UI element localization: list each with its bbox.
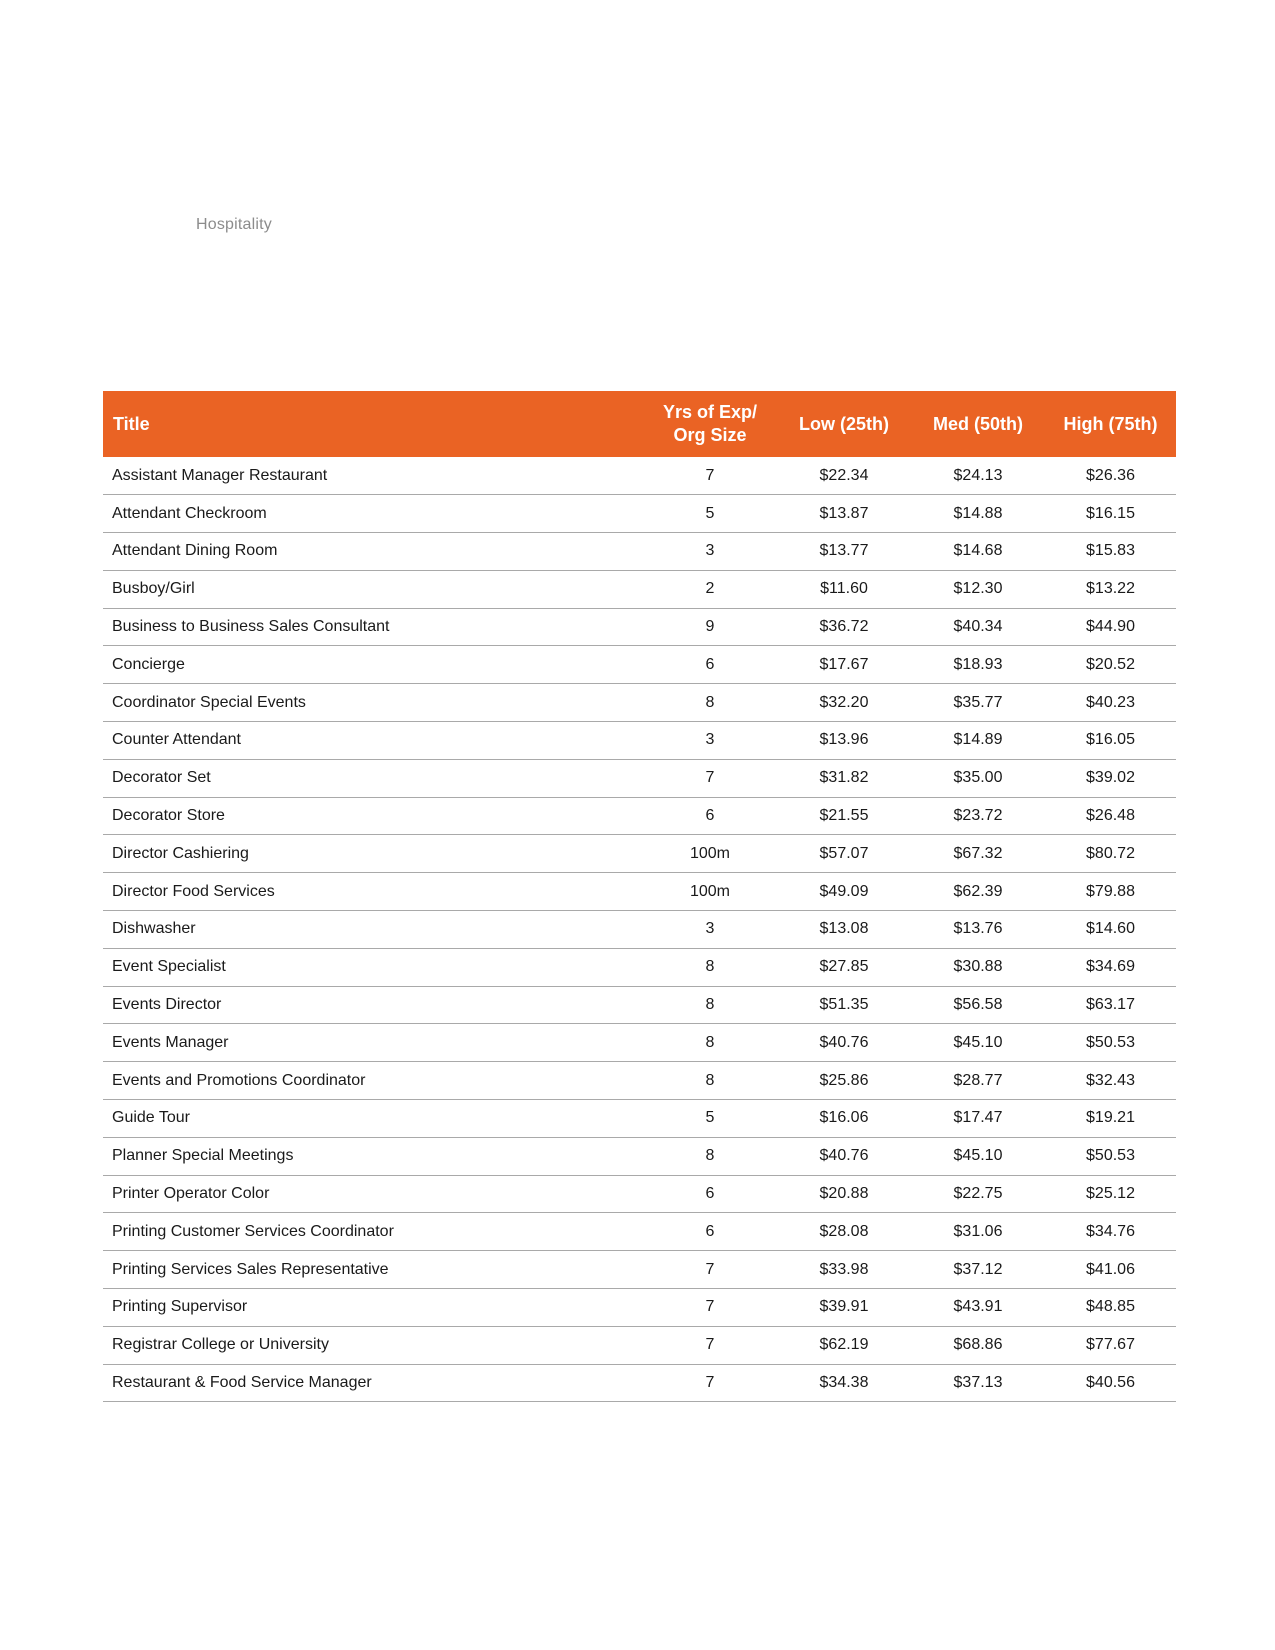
cell-med: $13.76 bbox=[911, 911, 1045, 949]
cell-high: $13.22 bbox=[1045, 570, 1176, 608]
cell-title: Event Specialist bbox=[103, 948, 643, 986]
cell-yrs: 9 bbox=[643, 608, 777, 646]
table-row bbox=[103, 797, 1176, 835]
cell-yrs: 8 bbox=[643, 948, 777, 986]
cell-title: Decorator Store bbox=[103, 797, 643, 835]
cell-med: $22.75 bbox=[911, 1175, 1045, 1213]
table-row bbox=[103, 457, 1176, 495]
cell-title: Business to Business Sales Consultant bbox=[103, 608, 643, 646]
cell-low: $49.09 bbox=[777, 873, 911, 911]
table-row bbox=[103, 1100, 1176, 1138]
table-row bbox=[103, 1137, 1176, 1175]
cell-low: $57.07 bbox=[777, 835, 911, 873]
cell-yrs: 6 bbox=[643, 646, 777, 684]
cell-title: Attendant Checkroom bbox=[103, 495, 643, 533]
table-row bbox=[103, 948, 1176, 986]
cell-med: $35.00 bbox=[911, 759, 1045, 797]
table-row bbox=[103, 722, 1176, 760]
cell-title: Printing Customer Services Coordinator bbox=[103, 1213, 643, 1251]
cell-title: Counter Attendant bbox=[103, 722, 643, 760]
cell-yrs: 8 bbox=[643, 684, 777, 722]
cell-med: $37.13 bbox=[911, 1364, 1045, 1402]
cell-high: $34.76 bbox=[1045, 1213, 1176, 1251]
cell-med: $31.06 bbox=[911, 1213, 1045, 1251]
cell-high: $44.90 bbox=[1045, 608, 1176, 646]
cell-high: $39.02 bbox=[1045, 759, 1176, 797]
cell-low: $11.60 bbox=[777, 570, 911, 608]
cell-high: $63.17 bbox=[1045, 986, 1176, 1024]
cell-title: Director Food Services bbox=[103, 873, 643, 911]
cell-low: $25.86 bbox=[777, 1062, 911, 1100]
cell-yrs: 3 bbox=[643, 911, 777, 949]
cell-high: $79.88 bbox=[1045, 873, 1176, 911]
cell-title: Assistant Manager Restaurant bbox=[103, 457, 643, 495]
table-row bbox=[103, 873, 1176, 911]
cell-high: $14.60 bbox=[1045, 911, 1176, 949]
table-row bbox=[103, 1175, 1176, 1213]
cell-low: $16.06 bbox=[777, 1100, 911, 1138]
cell-med: $62.39 bbox=[911, 873, 1045, 911]
cell-low: $34.38 bbox=[777, 1364, 911, 1402]
cell-high: $15.83 bbox=[1045, 533, 1176, 571]
cell-low: $40.76 bbox=[777, 1137, 911, 1175]
cell-low: $36.72 bbox=[777, 608, 911, 646]
cell-yrs: 7 bbox=[643, 1326, 777, 1364]
cell-high: $48.85 bbox=[1045, 1289, 1176, 1327]
cell-title: Concierge bbox=[103, 646, 643, 684]
cell-med: $18.93 bbox=[911, 646, 1045, 684]
cell-yrs: 7 bbox=[643, 457, 777, 495]
cell-high: $26.36 bbox=[1045, 457, 1176, 495]
table-row bbox=[103, 1364, 1176, 1402]
table-body bbox=[103, 457, 1176, 1402]
cell-yrs: 5 bbox=[643, 495, 777, 533]
cell-med: $68.86 bbox=[911, 1326, 1045, 1364]
cell-yrs: 8 bbox=[643, 1137, 777, 1175]
cell-title: Events Manager bbox=[103, 1024, 643, 1062]
cell-high: $77.67 bbox=[1045, 1326, 1176, 1364]
cell-title: Restaurant & Food Service Manager bbox=[103, 1364, 643, 1402]
cell-low: $20.88 bbox=[777, 1175, 911, 1213]
cell-med: $30.88 bbox=[911, 948, 1045, 986]
cell-yrs: 2 bbox=[643, 570, 777, 608]
table-row bbox=[103, 759, 1176, 797]
salary-table bbox=[103, 391, 1176, 1402]
table-row bbox=[103, 608, 1176, 646]
table-row bbox=[103, 684, 1176, 722]
cell-low: $31.82 bbox=[777, 759, 911, 797]
cell-yrs: 8 bbox=[643, 1024, 777, 1062]
table-row bbox=[103, 835, 1176, 873]
cell-low: $13.87 bbox=[777, 495, 911, 533]
table-row bbox=[103, 1289, 1176, 1327]
cell-yrs: 100m bbox=[643, 873, 777, 911]
table-row bbox=[103, 1213, 1176, 1251]
cell-low: $13.96 bbox=[777, 722, 911, 760]
cell-med: $56.58 bbox=[911, 986, 1045, 1024]
cell-yrs: 6 bbox=[643, 1175, 777, 1213]
cell-high: $40.23 bbox=[1045, 684, 1176, 722]
cell-low: $17.67 bbox=[777, 646, 911, 684]
cell-title: Events Director bbox=[103, 986, 643, 1024]
table-row bbox=[103, 1326, 1176, 1364]
column-header-med: Med (50th) bbox=[933, 413, 1023, 434]
cell-title: Coordinator Special Events bbox=[103, 684, 643, 722]
cell-low: $13.08 bbox=[777, 911, 911, 949]
cell-low: $28.08 bbox=[777, 1213, 911, 1251]
cell-med: $14.68 bbox=[911, 533, 1045, 571]
table-row bbox=[103, 646, 1176, 684]
cell-med: $45.10 bbox=[911, 1024, 1045, 1062]
cell-title: Printer Operator Color bbox=[103, 1175, 643, 1213]
cell-low: $27.85 bbox=[777, 948, 911, 986]
table-row bbox=[103, 495, 1176, 533]
cell-med: $28.77 bbox=[911, 1062, 1045, 1100]
cell-yrs: 8 bbox=[643, 986, 777, 1024]
cell-title: Dishwasher bbox=[103, 911, 643, 949]
column-header-high: High (75th) bbox=[1063, 413, 1158, 434]
cell-high: $19.21 bbox=[1045, 1100, 1176, 1138]
cell-high: $16.15 bbox=[1045, 495, 1176, 533]
table-header-row bbox=[103, 391, 1176, 457]
cell-high: $16.05 bbox=[1045, 722, 1176, 760]
cell-yrs: 5 bbox=[643, 1100, 777, 1138]
cell-med: $43.91 bbox=[911, 1289, 1045, 1327]
cell-high: $34.69 bbox=[1045, 948, 1176, 986]
cell-low: $22.34 bbox=[777, 457, 911, 495]
cell-high: $25.12 bbox=[1045, 1175, 1176, 1213]
cell-high: $40.56 bbox=[1045, 1364, 1176, 1402]
cell-med: $14.89 bbox=[911, 722, 1045, 760]
column-header-yrs-line2: Org Size bbox=[673, 425, 747, 445]
cell-title: Guide Tour bbox=[103, 1100, 643, 1138]
table-row bbox=[103, 986, 1176, 1024]
cell-med: $14.88 bbox=[911, 495, 1045, 533]
cell-med: $24.13 bbox=[911, 457, 1045, 495]
section-label: Hospitality bbox=[196, 216, 273, 233]
column-header-title: Title bbox=[113, 413, 150, 434]
table-row bbox=[103, 1024, 1176, 1062]
cell-yrs: 7 bbox=[643, 759, 777, 797]
cell-med: $45.10 bbox=[911, 1137, 1045, 1175]
cell-title: Attendant Dining Room bbox=[103, 533, 643, 571]
column-header-yrs bbox=[643, 391, 777, 457]
cell-yrs: 3 bbox=[643, 533, 777, 571]
cell-low: $51.35 bbox=[777, 986, 911, 1024]
cell-title: Planner Special Meetings bbox=[103, 1137, 643, 1175]
cell-high: $50.53 bbox=[1045, 1137, 1176, 1175]
column-header-yrs-line1: Yrs of Exp/ bbox=[662, 402, 758, 422]
cell-yrs: 8 bbox=[643, 1062, 777, 1100]
table-row bbox=[103, 911, 1176, 949]
cell-high: $26.48 bbox=[1045, 797, 1176, 835]
table-row bbox=[103, 570, 1176, 608]
cell-med: $23.72 bbox=[911, 797, 1045, 835]
cell-title: Decorator Set bbox=[103, 759, 643, 797]
table-row bbox=[103, 1251, 1176, 1289]
cell-title: Busboy/Girl bbox=[103, 570, 643, 608]
cell-yrs: 7 bbox=[643, 1364, 777, 1402]
cell-title: Printing Services Sales Representative bbox=[103, 1251, 643, 1289]
cell-title: Printing Supervisor bbox=[103, 1289, 643, 1327]
cell-high: $20.52 bbox=[1045, 646, 1176, 684]
cell-low: $40.76 bbox=[777, 1024, 911, 1062]
cell-med: $40.34 bbox=[911, 608, 1045, 646]
cell-yrs: 100m bbox=[643, 835, 777, 873]
cell-low: $13.77 bbox=[777, 533, 911, 571]
cell-med: $37.12 bbox=[911, 1251, 1045, 1289]
column-header-low: Low (25th) bbox=[799, 413, 889, 434]
cell-high: $50.53 bbox=[1045, 1024, 1176, 1062]
cell-title: Director Cashiering bbox=[103, 835, 643, 873]
cell-title: Events and Promotions Coordinator bbox=[103, 1062, 643, 1100]
cell-med: $67.32 bbox=[911, 835, 1045, 873]
cell-low: $32.20 bbox=[777, 684, 911, 722]
cell-yrs: 3 bbox=[643, 722, 777, 760]
cell-low: $33.98 bbox=[777, 1251, 911, 1289]
cell-med: $35.77 bbox=[911, 684, 1045, 722]
cell-yrs: 7 bbox=[643, 1251, 777, 1289]
cell-yrs: 6 bbox=[643, 797, 777, 835]
cell-med: $17.47 bbox=[911, 1100, 1045, 1138]
table-row bbox=[103, 1062, 1176, 1100]
cell-high: $41.06 bbox=[1045, 1251, 1176, 1289]
cell-low: $21.55 bbox=[777, 797, 911, 835]
cell-yrs: 7 bbox=[643, 1289, 777, 1327]
cell-yrs: 6 bbox=[643, 1213, 777, 1251]
cell-med: $12.30 bbox=[911, 570, 1045, 608]
table-row bbox=[103, 533, 1176, 571]
cell-low: $39.91 bbox=[777, 1289, 911, 1327]
cell-high: $80.72 bbox=[1045, 835, 1176, 873]
cell-title: Registrar College or University bbox=[103, 1326, 643, 1364]
cell-low: $62.19 bbox=[777, 1326, 911, 1364]
cell-high: $32.43 bbox=[1045, 1062, 1176, 1100]
